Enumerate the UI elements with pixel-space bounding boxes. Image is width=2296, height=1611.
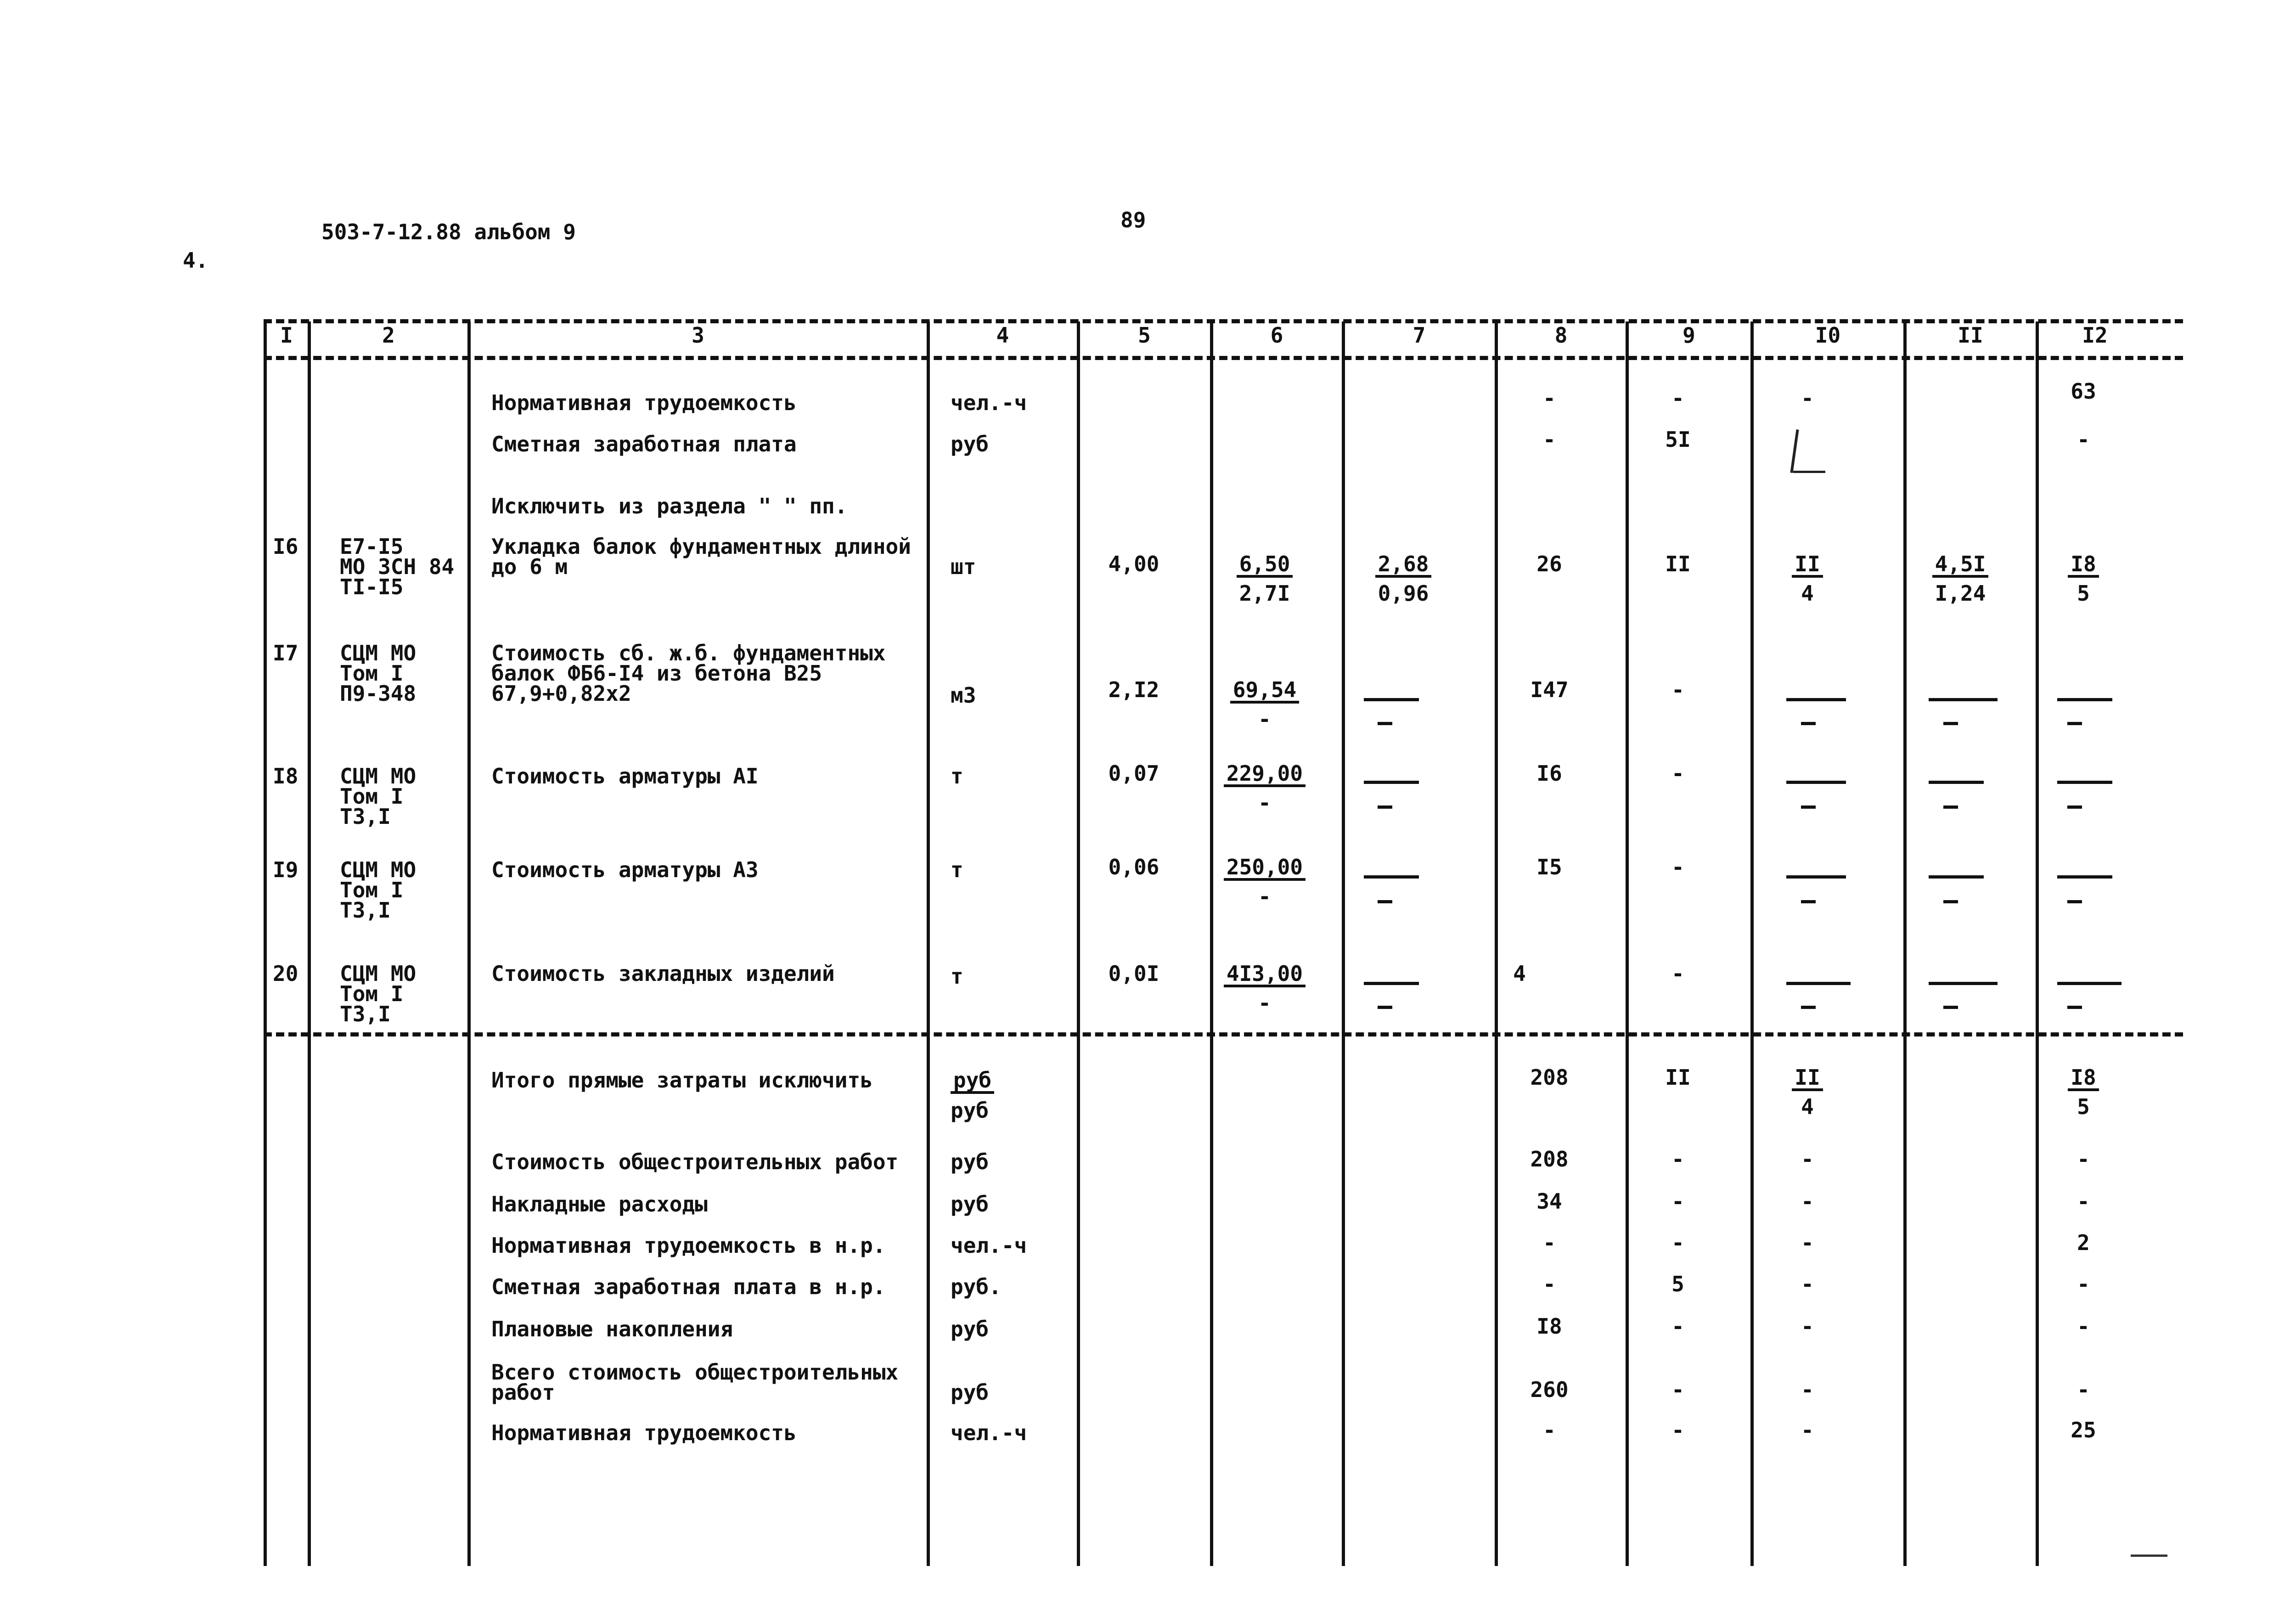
row-description: Сметная заработная плата: [491, 432, 797, 456]
cell-col6-top: 69,54: [1212, 680, 1317, 704]
cell-col12: -: [2077, 1272, 2090, 1296]
cell-col6-bottom: -: [1258, 707, 1271, 732]
row-code-line: Том I: [340, 784, 404, 809]
cell-col8: 260: [1530, 1377, 1569, 1402]
cell-col10: -: [1801, 1272, 1814, 1296]
row-code-line: СЦМ МО: [340, 641, 416, 665]
row-description: Накладные расходы: [491, 1192, 708, 1217]
fraction-line: [2057, 781, 2112, 784]
column-header: 8: [1554, 323, 1568, 348]
dash-mark: [1378, 900, 1392, 903]
cell-col6-bottom: -: [1258, 991, 1271, 1015]
column-header: 2: [382, 323, 395, 348]
cell-col9: -: [1671, 855, 1684, 879]
row-number: 20: [273, 961, 298, 986]
cell-col8: I8: [1536, 1314, 1562, 1339]
cell-col10: -: [1801, 386, 1814, 411]
cell-col9: II: [1665, 552, 1691, 576]
cell-col10-top: II: [1752, 1067, 1863, 1091]
column-divider: [467, 321, 471, 1566]
cell-quantity: 0,07: [1108, 761, 1159, 786]
cell-col12-bottom: 5: [2077, 1094, 2090, 1119]
cell-col6-bottom: 2,7I: [1239, 581, 1290, 606]
cell-col10: -: [1801, 1418, 1814, 1442]
dash-mark: [1943, 900, 1958, 903]
dash-mark: [2067, 1006, 2082, 1009]
row-description: Нормативная трудоемкость: [491, 390, 797, 415]
cell-col12-top: I8: [2037, 554, 2129, 578]
column-header: 4: [996, 323, 1009, 348]
fraction-line: [1364, 781, 1419, 784]
row-description: Стоимость арматуры А3: [491, 857, 759, 882]
fraction-line: [1786, 781, 1846, 784]
document-code: 503-7-12.88 альбом 9: [321, 220, 576, 244]
row-unit: руб.: [951, 1274, 1002, 1299]
cell-col9: -: [1671, 677, 1684, 702]
column-header: 5: [1138, 323, 1151, 348]
cell-quantity: 2,I2: [1108, 677, 1159, 702]
row-code-line: Е7-I5: [340, 534, 404, 559]
row-description: балок ФБ6-I4 из бетона В25: [491, 661, 822, 686]
dash-mark: [1943, 806, 1958, 809]
fraction-line: [1929, 698, 1998, 701]
column-divider: [264, 321, 267, 1566]
cell-col10-top: II: [1752, 554, 1863, 578]
fraction-line: [1786, 982, 1851, 985]
cell-col9: -: [1671, 1418, 1684, 1442]
row-description: Нормативная трудоемкость: [491, 1420, 797, 1445]
row-unit: т: [951, 857, 963, 882]
cell-col9: II: [1665, 1065, 1691, 1090]
cell-col12-top: I8: [2037, 1067, 2129, 1091]
cell-col8: 208: [1530, 1147, 1569, 1172]
cell-col8: -: [1543, 1230, 1556, 1255]
row-code-line: СЦМ МО: [340, 857, 416, 882]
cell-col8: -: [1543, 386, 1556, 411]
header-top-rule: [264, 319, 2183, 323]
cell-col12: -: [2077, 1189, 2090, 1214]
fraction-line: [1929, 982, 1998, 985]
cell-col8: 26: [1536, 552, 1562, 576]
cell-quantity: 0,0I: [1108, 961, 1159, 986]
column-header: II: [1958, 323, 1983, 348]
row-description: Всего стоимость общестроительных: [491, 1360, 899, 1385]
dash-mark: [1943, 1006, 1958, 1009]
margin-number: 4.: [183, 248, 208, 273]
dash-mark: [1943, 722, 1958, 725]
row-unit: руб: [951, 1149, 989, 1174]
dash-mark: [1801, 900, 1816, 903]
column-header: 6: [1270, 323, 1283, 348]
cell-col9: -: [1671, 386, 1684, 411]
dash-mark: [1378, 1006, 1392, 1009]
cell-col12: 2: [2077, 1230, 2090, 1255]
scan-mark: [2131, 1555, 2167, 1557]
page-number: 89: [1120, 208, 1146, 232]
cell-col7-bottom: 0,96: [1378, 581, 1429, 606]
fraction-line: [2057, 982, 2122, 985]
cell-col10: -: [1801, 1189, 1814, 1214]
cell-col6-top: 4I3,00: [1212, 963, 1317, 987]
column-divider: [1077, 321, 1080, 1566]
dash-mark: [2067, 900, 2082, 903]
row-description: Стоимость закладных изделий: [491, 961, 835, 986]
cell-col10-bottom: 4: [1801, 1094, 1814, 1119]
row-unit: чел.-ч: [951, 390, 1027, 415]
row-description: Плановые накопления: [491, 1317, 733, 1341]
cell-col12: 63: [2071, 379, 2096, 404]
fraction-line: [1929, 875, 1984, 879]
dash-mark: [2067, 722, 2082, 725]
row-unit: руб: [951, 1317, 989, 1341]
row-code-line: СЦМ МО: [340, 764, 416, 789]
row-description: Стоимость арматуры АI: [491, 764, 759, 789]
cell-col8: 4: [1513, 961, 1526, 986]
column-divider: [927, 321, 930, 1566]
row-unit-top: руб: [951, 1070, 994, 1094]
cell-col12: -: [2077, 1147, 2090, 1172]
row-description: 67,9+0,82х2: [491, 681, 631, 706]
cell-col6-top: 6,50: [1212, 554, 1317, 578]
fraction-line: [1786, 698, 1846, 701]
cell-col8: I6: [1536, 761, 1562, 786]
row-unit: т: [951, 964, 963, 989]
fraction-line: [1364, 982, 1419, 985]
cell-col10: -: [1801, 1230, 1814, 1255]
row-code-line: П9-348: [340, 681, 416, 706]
column-header: I2: [2082, 323, 2108, 348]
row-code-line: ТЗ,I: [340, 804, 391, 829]
column-divider: [308, 321, 311, 1566]
row-description: Стоимость сб. ж.б. фундаментных: [491, 641, 886, 665]
row-code-line: Том I: [340, 661, 404, 686]
column-header: 3: [692, 323, 704, 348]
cell-col9: -: [1671, 1377, 1684, 1402]
row-description: работ: [491, 1380, 555, 1405]
cell-col12-bottom: 5: [2077, 581, 2090, 606]
fraction-line: [1364, 698, 1419, 701]
cell-col8: 34: [1536, 1189, 1562, 1214]
cell-col8: I47: [1530, 677, 1569, 702]
cell-col8: -: [1543, 1272, 1556, 1296]
row-number: I9: [273, 857, 298, 882]
row-number: I6: [273, 534, 298, 559]
cell-col8: -: [1543, 427, 1556, 452]
cell-col6-bottom: -: [1258, 790, 1271, 815]
row-unit: чел.-ч: [951, 1233, 1027, 1258]
cell-col9: -: [1671, 1189, 1684, 1214]
row-number: I7: [273, 641, 298, 665]
cell-col9: -: [1671, 761, 1684, 786]
row-code-line: ТI-I5: [340, 575, 404, 599]
row-unit-bottom: руб: [951, 1098, 989, 1123]
column-header: I: [280, 323, 293, 348]
cell-col10-bottom: 4: [1801, 581, 1814, 606]
cell-col10: -: [1801, 1377, 1814, 1402]
handwritten-mark: [1793, 471, 1825, 473]
column-header: 7: [1412, 323, 1426, 348]
cell-col6-top: 229,00: [1212, 763, 1317, 787]
cell-col12: 25: [2071, 1418, 2096, 1442]
cell-col9: -: [1671, 1314, 1684, 1339]
row-description: Нормативная трудоемкость в н.р.: [491, 1233, 886, 1258]
section-exclusion-note: Исключить из раздела " " пп.: [491, 494, 848, 518]
cell-col11-bottom: I,24: [1935, 581, 1986, 606]
row-unit: руб: [951, 1192, 989, 1217]
cell-col12: -: [2077, 427, 2090, 452]
row-code-line: Том I: [340, 981, 404, 1006]
fraction-line: [1786, 875, 1846, 879]
dash-mark: [1801, 722, 1816, 725]
row-code-line: Том I: [340, 878, 404, 902]
dash-mark: [1378, 722, 1392, 725]
column-divider: [1342, 321, 1345, 1566]
cell-col8: -: [1543, 1418, 1556, 1442]
cell-quantity: 4,00: [1108, 552, 1159, 576]
cell-col9: 5: [1671, 1272, 1684, 1296]
column-header: 9: [1683, 323, 1695, 348]
cell-col9: -: [1671, 961, 1684, 986]
cell-col11-top: 4,5I: [1905, 554, 2015, 578]
cell-col8: 208: [1530, 1065, 1569, 1090]
section-rule: [264, 1032, 2183, 1036]
row-description: Стоимость общестроительных работ: [491, 1149, 899, 1174]
handwritten-mark: [1790, 429, 1799, 473]
row-code-line: ТЗ,I: [340, 1002, 391, 1026]
row-description: Укладка балок фундаментных длиной: [491, 534, 911, 559]
row-description: Итого прямые затраты исключить: [491, 1068, 873, 1093]
row-code-line: ТЗ,I: [340, 898, 391, 923]
column-header: I0: [1815, 323, 1841, 348]
column-divider: [1903, 321, 1907, 1566]
header-bottom-rule: [264, 356, 2183, 360]
cell-col9: -: [1671, 1147, 1684, 1172]
cell-col9: 5I: [1665, 427, 1691, 452]
cell-col8: I5: [1536, 855, 1562, 879]
row-unit: шт: [951, 554, 976, 579]
row-number: I8: [273, 764, 298, 789]
dash-mark: [1801, 1006, 1816, 1009]
dash-mark: [1378, 806, 1392, 809]
row-description: до 6 м: [491, 554, 568, 579]
row-unit: руб: [951, 1380, 989, 1405]
row-description: Сметная заработная плата в н.р.: [491, 1274, 886, 1299]
cell-col12: -: [2077, 1314, 2090, 1339]
column-divider: [1210, 321, 1213, 1566]
cell-col6-top: 250,00: [1212, 857, 1317, 881]
cell-col7-top: 2,68: [1344, 554, 1463, 578]
cell-col10: -: [1801, 1314, 1814, 1339]
cell-col12: -: [2077, 1377, 2090, 1402]
row-code-line: СЦМ МО: [340, 961, 416, 986]
dash-mark: [2067, 806, 2082, 809]
fraction-line: [1929, 781, 1984, 784]
row-unit: руб: [951, 432, 989, 456]
fraction-line: [1364, 875, 1419, 879]
cell-col10: -: [1801, 1147, 1814, 1172]
row-unit: т: [951, 764, 963, 789]
fraction-line: [2057, 698, 2112, 701]
cell-quantity: 0,06: [1108, 855, 1159, 879]
cell-col6-bottom: -: [1258, 884, 1271, 909]
row-unit: чел.-ч: [951, 1420, 1027, 1445]
row-code-line: МО ЗСН 84: [340, 554, 455, 579]
fraction-line: [2057, 875, 2112, 879]
row-unit: м3: [951, 683, 976, 708]
dash-mark: [1801, 806, 1816, 809]
cell-col9: -: [1671, 1230, 1684, 1255]
